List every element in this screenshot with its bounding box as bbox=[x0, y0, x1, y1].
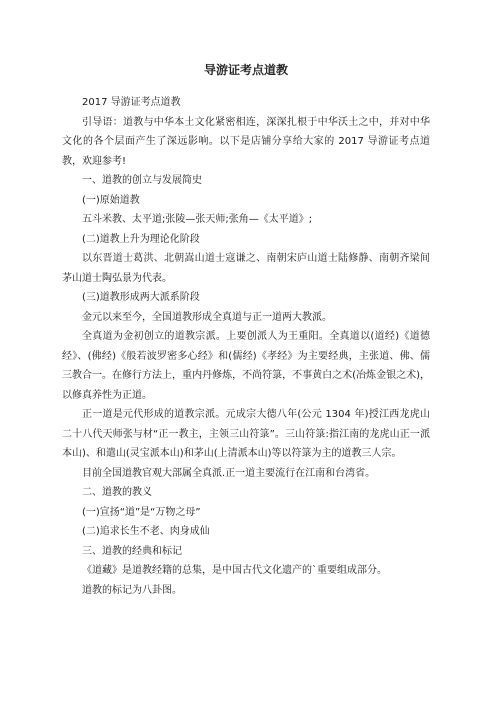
subsection-heading: (二)追求长生不老、肉身成仙 bbox=[82, 526, 210, 537]
paragraph-subtitle: 2017 导游证考点道教 bbox=[82, 97, 181, 108]
subsection-heading: (一)宣扬“道”是“万物之母” bbox=[82, 506, 201, 518]
subsection-heading: (一)原始道教 bbox=[82, 194, 140, 206]
section-heading-3: 三、道教的经典和标记 bbox=[82, 545, 182, 557]
paragraph: 金元以来至今，全国道教形成全真道与正一道两大教派。 bbox=[82, 311, 332, 323]
subsection-heading: (二)道教上升为理论化阶段 bbox=[82, 233, 200, 245]
paragraph: 道教的标记为八卦图。 bbox=[82, 584, 182, 596]
section-heading-1: 一、道教的创立与发展简史 bbox=[82, 175, 202, 186]
paragraph: 目前全国道教官观大部属全真派.正一道主要流行在江南和台湾省。 bbox=[82, 467, 376, 479]
section-heading-2: 二、道教的教义 bbox=[82, 487, 152, 498]
paragraph-quanzhen: 全真道为金初创立的道教宗派。上要创派人为王重阳。全真道以(道经)《道德经》、(佛经)《般若波罗密多心经》和(儒经)《孝经》为主要经典，主张道、佛、儒三教合一。在修行方法上，重内丹修炼，不尚符箓，不事黄白之术(冶炼金银之术)，以修真养性为正道。 bbox=[62, 331, 430, 401]
paragraph: 《道藏》是道教经籍的总集，是中国古代文化遗产的`重要组成部分。 bbox=[82, 565, 387, 576]
paragraph-zhengyi: 正一道是元代形成的道教宗派。元成宗大德八年(公元 1304 年)授江西龙虎山二十八代天师张与材“正一教主，主领三山符箓”。三山符箓:指江南的龙虎山正一派本山)、和遣山(灵宝派本山)和茅山(上清派本山)等以符箓为主的道教三人宗。 bbox=[62, 409, 430, 459]
paragraph-intro: 引导语：道教与中华本土文化紧密相连，深深扎根于中华沃土之中，并对中华文化的各个层面产生了深远影响。以下是店铺分享给大家的 2017 导游证考点道教，欢迎参考! bbox=[62, 116, 430, 167]
subsection-heading: (三)道教形成两大派系阶段 bbox=[82, 292, 200, 303]
paragraph: 五斗米教、太平道;张陵—张天师;张角—《太平道》; bbox=[82, 214, 313, 225]
paragraph: 以东晋道士葛洪、北朝嵩山道士寇谦之、南朝宋庐山道士陆修静、南朝齐梁间茅山道士陶弘景为代表。 bbox=[62, 253, 430, 284]
document-title: 导游证考点道教 bbox=[203, 63, 288, 77]
